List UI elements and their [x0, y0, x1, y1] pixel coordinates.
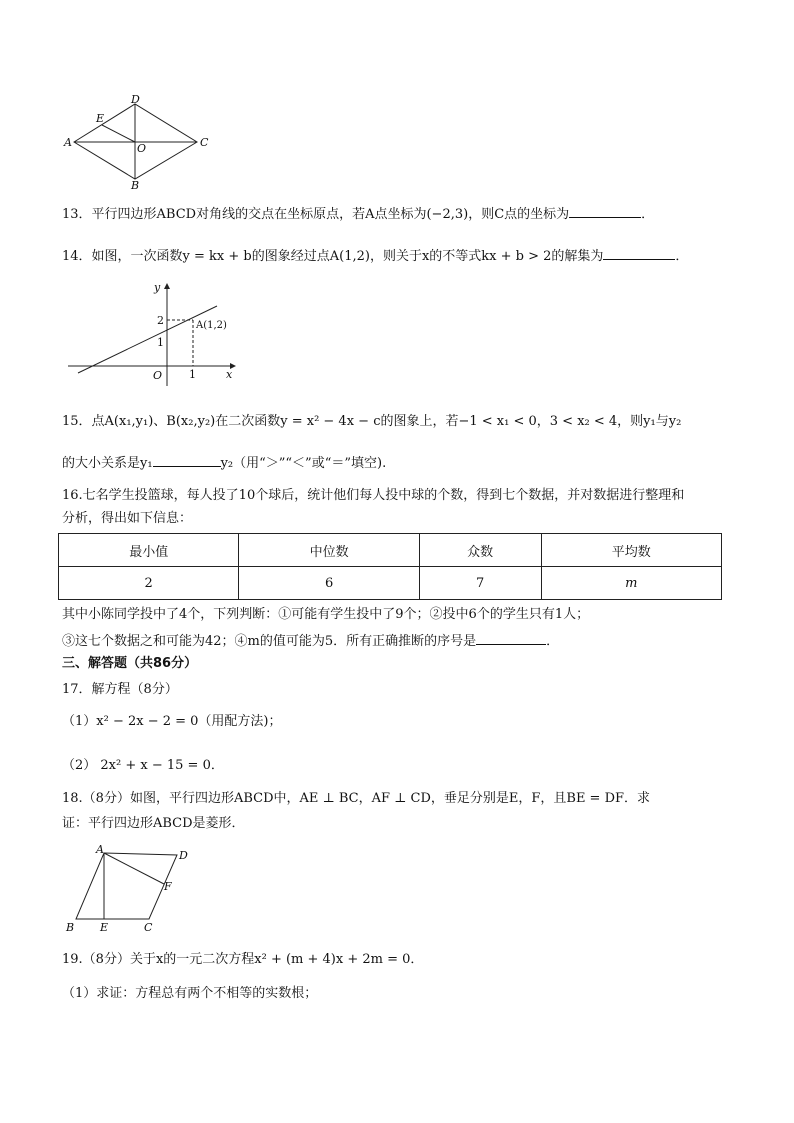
point-a-label: A(1,2) — [196, 320, 227, 331]
value-median: 6 — [239, 567, 419, 600]
parallelogram-figure — [60, 842, 200, 934]
label-e: E — [96, 112, 105, 125]
label-e: E — [100, 921, 109, 934]
label-b: B — [131, 179, 140, 190]
answer-blank-14[interactable] — [603, 245, 675, 260]
question-14: 14．如图，一次函数y = kx + b的图象经过点A(1,2)，则关于x的不等式kx + b > 2的解集为 ． — [62, 245, 688, 266]
label-o: O — [137, 142, 147, 155]
answer-blank-15[interactable] — [153, 452, 221, 467]
question-18-line-1: 18.（8分）如图，平行四边形ABCD中，AE ⊥ BC，AF ⊥ CD，垂足分别是E，F，且BE = DF．求 — [62, 791, 651, 806]
segment-af — [104, 853, 164, 884]
label-a: A — [64, 136, 72, 149]
label-c: C — [144, 921, 153, 934]
section-heading: 三、解答题（共86分） — [62, 656, 198, 671]
question-13: 13．平行四边形ABCD对角线的交点在坐标原点，若A点坐标为(−2,3)，则C点的坐标为 ． — [62, 203, 654, 224]
question-19-part-1: （1）求证：方程总有两个不相等的实数根； — [62, 986, 318, 1001]
question-16-line-2: 分析，得出如下信息： — [62, 511, 193, 526]
linear-graph-figure — [60, 278, 245, 390]
table-header-row — [59, 534, 722, 567]
label-c: C — [200, 136, 209, 149]
tick-label-y-1: 1 — [157, 336, 164, 349]
function-line — [78, 306, 217, 373]
label-b: B — [66, 921, 75, 934]
label-f: F — [164, 880, 172, 893]
question-15-line-1: 15．点A(x₁,y₁)、B(x₂,y₂)在二次函数y = x² − 4x − c的图象上，若−1 < x₁ < 0，3 < x₂ < 4，则y₁与y₂ — [62, 414, 682, 429]
question-17-part-2: （2） 2x² + x − 15 = 0． — [62, 758, 224, 773]
answer-blank-16[interactable] — [476, 630, 546, 645]
header-min: 最小值 — [59, 534, 239, 567]
question-17-part-1: （1）x² − 2x − 2 = 0（用配方法)； — [62, 714, 282, 729]
label-d: D — [179, 849, 188, 862]
tick-label-x-1: 1 — [189, 368, 196, 381]
header-median: 中位数 — [239, 534, 419, 567]
question-16-judgement-1: 其中小陈同学投中了4个，下列判断：①可能有学生投中了9个；②投中6个的学生只有1人； — [62, 607, 590, 622]
header-mode: 众数 — [419, 534, 541, 567]
x-axis-label: x — [226, 368, 233, 381]
value-min: 2 — [59, 567, 239, 600]
question-18-line-2: 证：平行四边形ABCD是菱形． — [62, 816, 245, 831]
y-axis-label: y — [154, 281, 161, 294]
question-16-judgement-2: ③这七个数据之和可能为42；④m的值可能为5．所有正确推断的序号是 ． — [62, 630, 559, 651]
label-d: D — [131, 94, 140, 106]
value-mode: 7 — [419, 567, 541, 600]
question-17-title: 17．解方程（8分） — [62, 682, 178, 697]
rhombus-figure — [60, 94, 220, 190]
question-19-title: 19.（8分）关于x的一元二次方程x² + (m + 4)x + 2m = 0． — [62, 952, 424, 967]
origin-label: O — [153, 369, 163, 382]
parallelogram-outline — [76, 853, 177, 919]
segment-eo — [102, 125, 135, 142]
value-mean: m — [541, 567, 721, 600]
statistics-table — [58, 533, 722, 600]
question-16-line-1: 16.七名学生投篮球，每人投了10个球后，统计他们每人投中球的个数，得到七个数据，并对数据进行整理和 — [62, 488, 685, 503]
table-value-row — [59, 567, 722, 600]
header-mean: 平均数 — [541, 534, 721, 567]
label-a: A — [96, 843, 104, 856]
question-15-line-2: 的大小关系是y₁ y₂（用“＞”“＜”或“＝”填空). — [62, 452, 386, 473]
tick-label-y-2: 2 — [157, 314, 164, 327]
answer-blank-13[interactable] — [569, 203, 641, 218]
